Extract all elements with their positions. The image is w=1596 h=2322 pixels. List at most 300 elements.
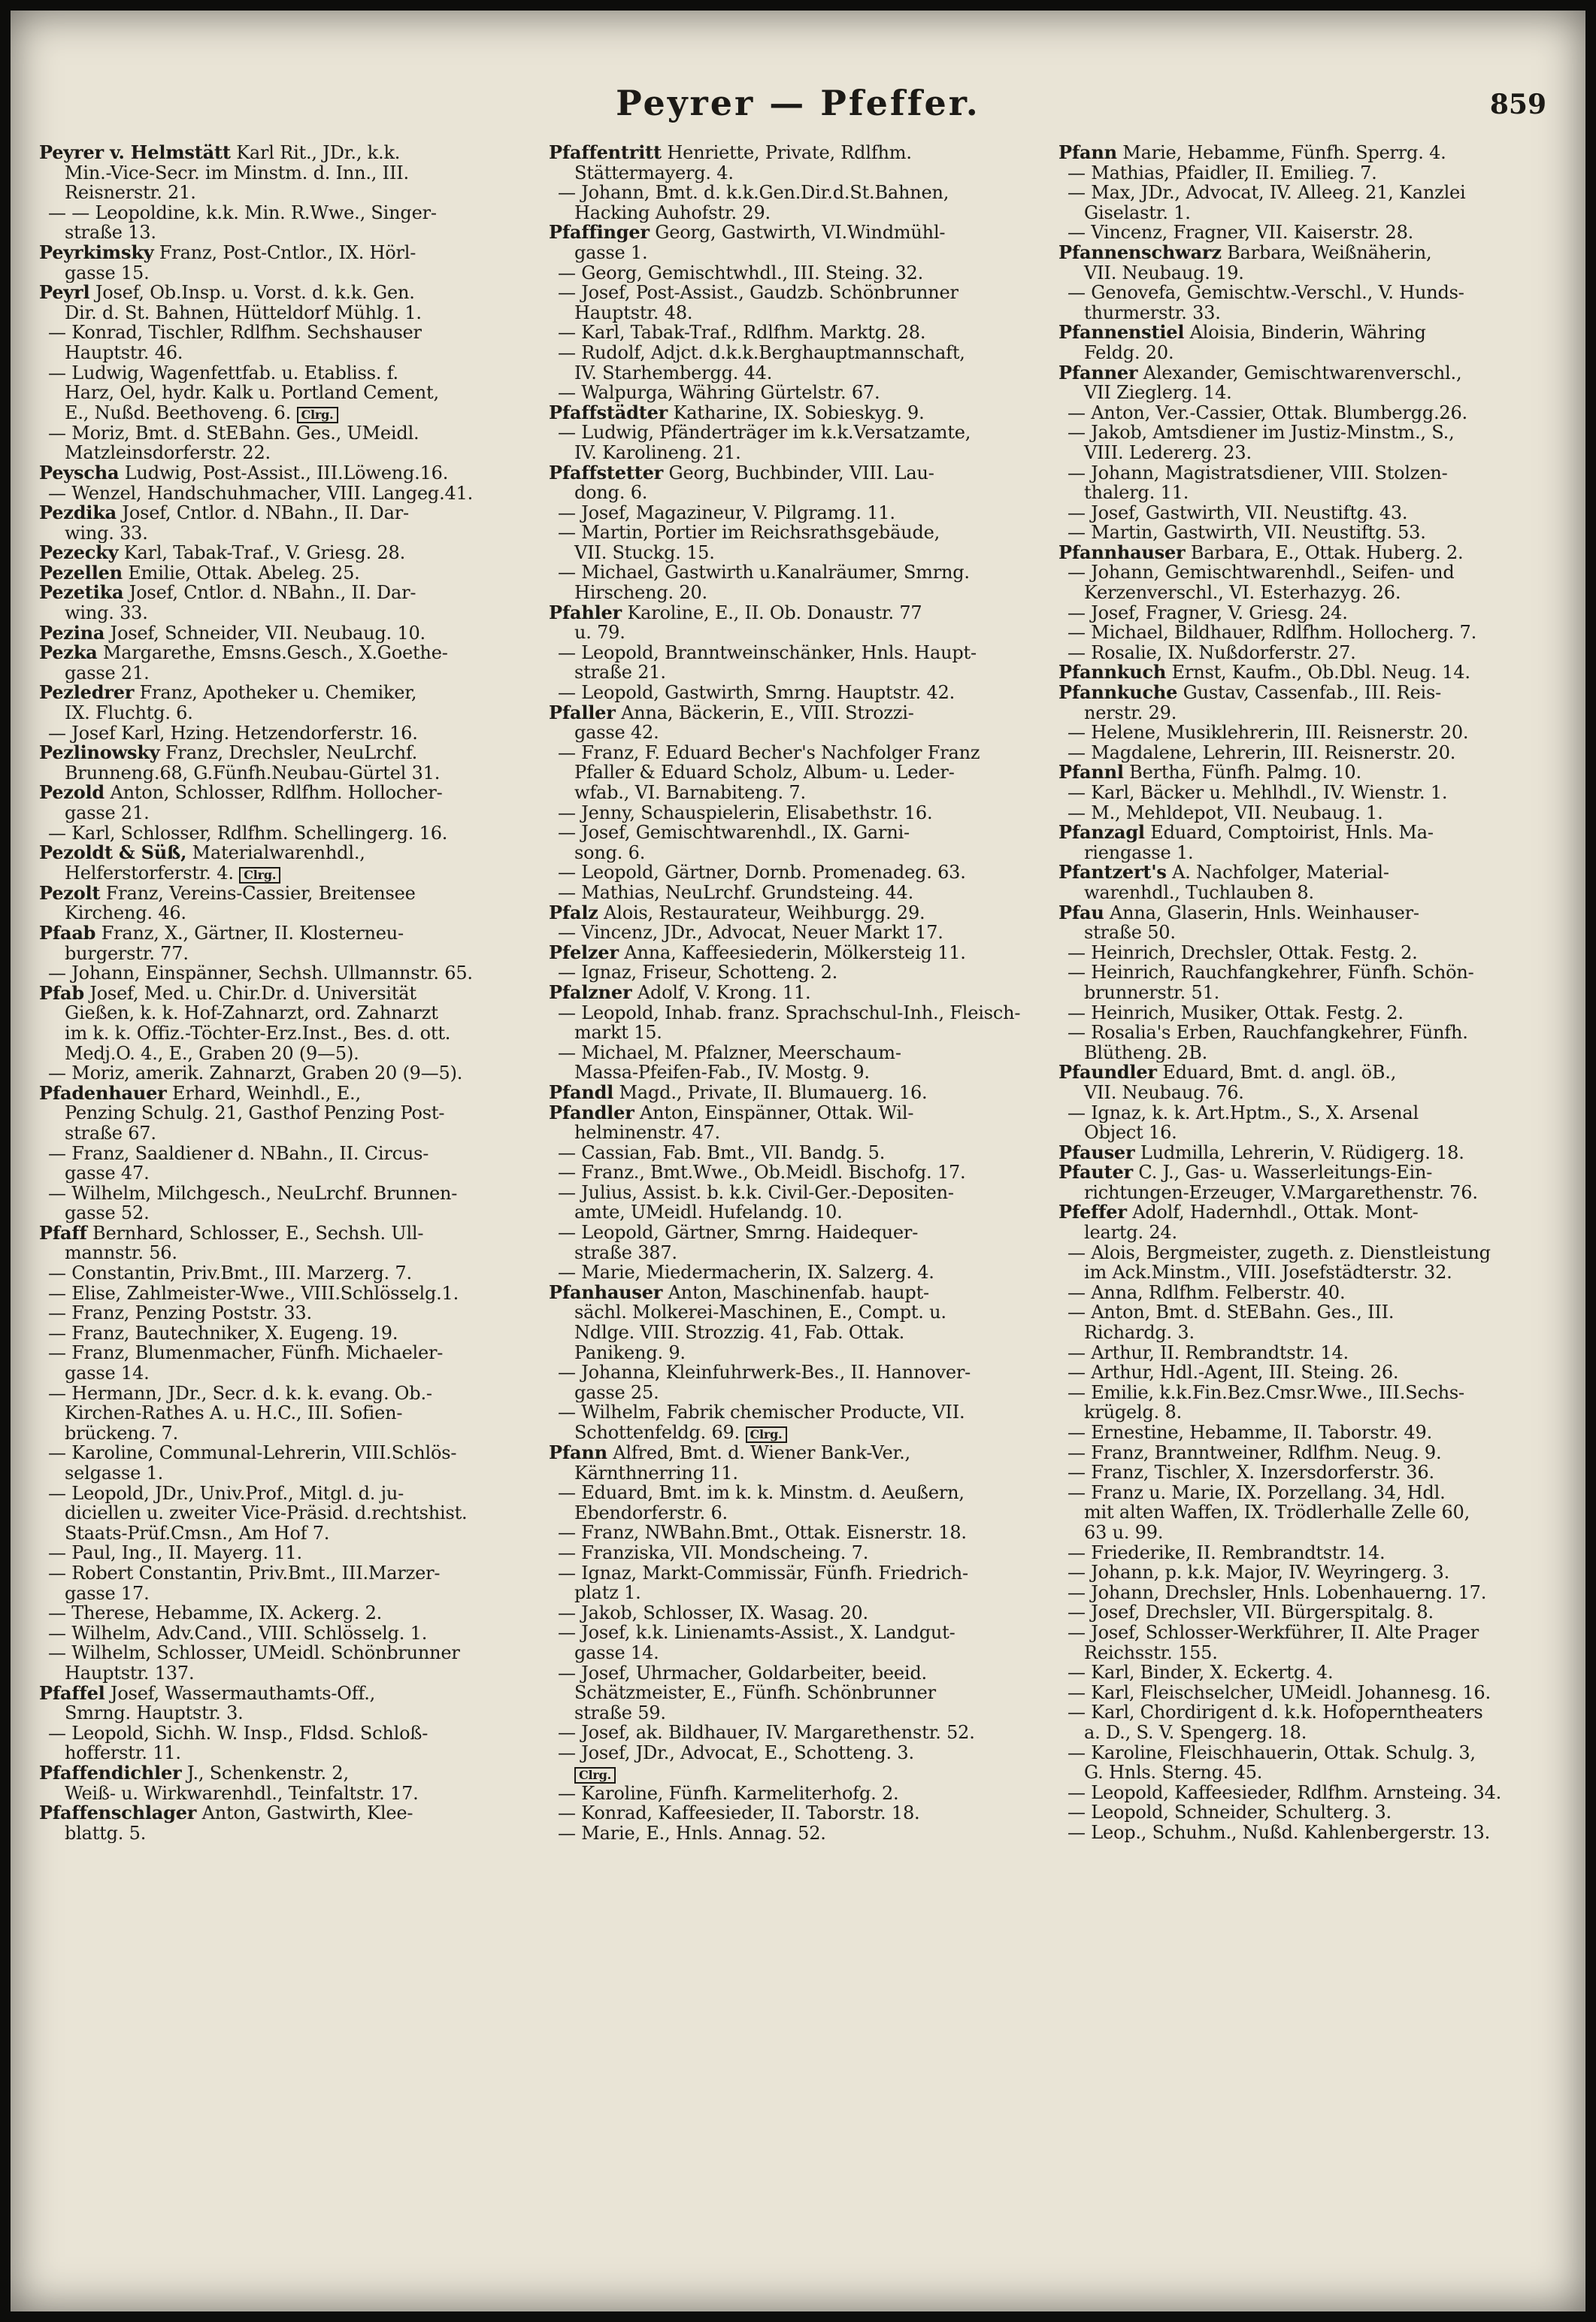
surname: Pfaff — [39, 1223, 87, 1244]
entry-line — [1058, 943, 1561, 963]
entry-line — [549, 1023, 1051, 1043]
surname: Pfaffendichler — [39, 1763, 182, 1784]
entry-text: — Wilhelm, Milchgesch., NeuLrchf. Brunnen- — [48, 1183, 458, 1204]
entry-line — [549, 1143, 1051, 1163]
entry-line — [39, 523, 541, 544]
entry-line — [549, 1043, 1051, 1063]
entry-line — [549, 1823, 1051, 1844]
entry-line — [39, 703, 541, 723]
entry-headword-line — [39, 143, 541, 163]
entry-line — [39, 1284, 541, 1304]
entry-text: — Vincenz, Fragner, VII. Kaiserstr. 28. — [1068, 223, 1414, 243]
entry-headword-line — [549, 463, 1051, 483]
surname: Pfeffer — [1058, 1202, 1127, 1223]
surname: Pfaffinger — [549, 223, 650, 243]
entry-text: Penzing Schulg. 21, Gasthof Penzing Post- — [65, 1103, 445, 1123]
entry-text — [549, 983, 810, 1003]
entry-text: — Wenzel, Handschuhmacher, VIII. Langeg.41. — [48, 483, 474, 504]
entry-text: richtungen-Erzeuger, V.Margarethenstr. 76. — [1084, 1182, 1478, 1203]
surname: Pezetika — [39, 583, 124, 604]
entry-headword-line — [39, 283, 541, 303]
entry-text: a. D., S. V. Spengerg. 18. — [1084, 1722, 1307, 1743]
entry-text — [39, 563, 360, 584]
entry-line — [39, 303, 541, 323]
entry-rest: Ludmilla, Lehrerin, V. Rüdigerg. 18. — [1134, 1142, 1464, 1163]
column-middle — [549, 143, 1051, 2293]
surname: Pfann — [1058, 143, 1117, 163]
entry-line — [1058, 1623, 1561, 1643]
entry-text: Kirchen-Rathes A. u. H.C., III. Sofien- — [65, 1403, 403, 1423]
entry-text — [39, 1763, 349, 1784]
entry-line — [39, 1484, 541, 1504]
entry-line — [1058, 1283, 1561, 1303]
entry-line — [1058, 583, 1561, 603]
entry-line — [1058, 403, 1561, 423]
entry-text: Kärnthnerring 11. — [574, 1463, 738, 1484]
entry-headword-line — [549, 403, 1051, 423]
entry-text: — Franz, Penzing Poststr. 33. — [48, 1303, 312, 1323]
entry-line — [549, 1683, 1051, 1703]
entry-line — [39, 1123, 541, 1144]
entry-line — [39, 1823, 541, 1844]
entry-line — [39, 423, 541, 444]
entry-text: — Martin, Portier im Reichsrathsgebäude, — [558, 523, 940, 543]
entry-text: — Vincenz, JDr., Advocat, Neuer Markt 17. — [558, 923, 943, 943]
entry-text: gasse 42. — [574, 723, 659, 743]
entry-text: — Franziska, VII. Mondscheing. 7. — [558, 1542, 869, 1563]
entry-rest: Eduard, Comptoirist, Hnls. Ma- — [1144, 823, 1434, 843]
surname: Pfaffstädter — [549, 402, 668, 423]
entry-text: — Michael, M. Pfalzner, Meerschaum- — [558, 1042, 901, 1063]
entry-text: — Ludwig, Wagenfettfab. u. Etabliss. f. — [48, 362, 398, 383]
entry-text — [1058, 323, 1426, 343]
entry-text — [1058, 1163, 1432, 1183]
entry-line — [39, 203, 541, 223]
surname: Pfalz — [549, 902, 598, 923]
entry-text: song. 6. — [574, 842, 646, 863]
entry-text: — Mathias, NeuLrchf. Grundsteing. 44. — [558, 882, 914, 903]
entry-line — [39, 223, 541, 243]
entry-text: — Ludwig, Pfänderträger im k.k.Versatzamte, — [558, 423, 971, 443]
entry-text: — Johann, Drechsler, Hnls. Lobenhauerng. 17. — [1068, 1582, 1487, 1603]
entry-rest: Georg, Buchbinder, VIII. Lau- — [663, 462, 934, 483]
entry-line — [549, 1343, 1051, 1363]
entry-line — [549, 1323, 1051, 1343]
entry-line — [1058, 1323, 1561, 1343]
entry-line — [39, 1303, 541, 1323]
entry-line — [549, 562, 1051, 583]
entry-text — [549, 603, 922, 623]
entry-text: — Leopold, Gärtner, Smrng. Haidequer- — [558, 1223, 919, 1243]
entry-line — [549, 303, 1051, 323]
entry-line — [549, 1483, 1051, 1503]
entry-text: straße 59. — [574, 1702, 666, 1723]
entry-line — [39, 1463, 541, 1484]
entry-line — [549, 1383, 1051, 1403]
entry-line — [549, 723, 1051, 743]
entry-headword-line — [39, 623, 541, 644]
entry-line — [549, 1402, 1051, 1423]
entry-line — [39, 183, 541, 203]
entry-text: — Leopold, Schneider, Schulterg. 3. — [1068, 1802, 1392, 1823]
entry-rest: Alois, Restaurateur, Weihburgg. 29. — [598, 902, 925, 923]
surname: Pezdika — [39, 503, 117, 523]
entry-text: — Marie, Miedermacherin, IX. Salzerg. 4. — [558, 1263, 934, 1283]
entry-headword-line — [1058, 323, 1561, 343]
surname: Pfau — [1058, 902, 1104, 923]
entry-line — [549, 883, 1051, 903]
surname: Pfannenschwarz — [1058, 242, 1222, 263]
entry-line — [549, 1062, 1051, 1083]
entry-line — [1058, 423, 1561, 443]
entry-text: markt 15. — [574, 1023, 662, 1043]
surname: Pfaab — [39, 923, 96, 944]
surname: Pfaffentritt — [549, 143, 662, 163]
column-right — [1058, 143, 1561, 2293]
entry-line — [39, 1144, 541, 1164]
entry-text: Blütheng. 2B. — [1084, 1042, 1208, 1063]
entry-line — [1058, 303, 1561, 323]
entry-text: — Franz, NWBahn.Bmt., Ottak. Eisnerstr. 18. — [558, 1523, 967, 1543]
entry-text: — Johann, p. k.k. Major, IV. Weyringerg. 3. — [1068, 1563, 1450, 1583]
surname: Peyscha — [39, 462, 120, 483]
entry-line — [39, 1384, 541, 1404]
entry-text: warenhdl., Tuchlauben 8. — [1084, 882, 1314, 903]
entry-rest: Gustav, Cassenfab., III. Reis- — [1177, 683, 1442, 703]
entry-line — [39, 1163, 541, 1184]
entry-line — [549, 363, 1051, 383]
entry-line — [549, 1743, 1051, 1763]
entry-text: Dir. d. St. Bahnen, Hütteldorf Mühlg. 1. — [65, 302, 422, 323]
entry-headword-line — [1058, 683, 1561, 703]
entry-headword-line — [39, 843, 541, 863]
entry-line — [1058, 263, 1561, 283]
entry-text: — Josef, Uhrmacher, Goldarbeiter, beeid. — [558, 1663, 927, 1684]
entry-text: Stättermayerg. 4. — [574, 162, 734, 183]
entry-rest: Erhard, Weinhdl., E., — [166, 1083, 361, 1104]
entry-text: thalerg. 11. — [1084, 483, 1189, 503]
surname: Pfaundler — [1058, 1062, 1157, 1083]
entry-text: selgasse 1. — [65, 1463, 164, 1484]
entry-text: Ndlge. VIII. Strozzig. 41, Fab. Ottak. — [574, 1323, 905, 1343]
entry-text: Helferstorferstr. 4. — [65, 862, 234, 884]
surname: Pfanner — [1058, 362, 1138, 383]
surname: Pfannkuche — [1058, 683, 1178, 703]
entry-line — [549, 323, 1051, 343]
entry-line — [1058, 1302, 1561, 1323]
entry-text — [39, 463, 448, 483]
entry-headword-line — [39, 884, 541, 904]
surname: Pfannkuch — [1058, 662, 1167, 684]
entry-text: Hauptstr. 137. — [65, 1663, 195, 1684]
entry-line — [549, 1723, 1051, 1743]
entry-text: Schätzmeister, E., Fünfh. Schönbrunner — [574, 1683, 936, 1703]
surname: Peyrkimsky — [39, 242, 154, 263]
surname: Pfannl — [1058, 762, 1124, 783]
entry-headword-line — [39, 743, 541, 763]
entry-text: — Wilhelm, Adv.Cand., VIII. Schlösselg. 1. — [48, 1623, 428, 1644]
entry-text: E., Nußd. Beethoveng. 6. — [65, 402, 292, 423]
surname: Pfadenhauer — [39, 1083, 167, 1104]
entry-line — [1058, 183, 1561, 203]
entry-line — [1058, 1583, 1561, 1603]
entry-text: 63 u. 99. — [1084, 1522, 1164, 1543]
entry-text: VII. Neubaug. 76. — [1084, 1082, 1244, 1103]
entry-text: Weiß- u. Wirkwarenhdl., Teinfaltstr. 17. — [65, 1783, 419, 1804]
entry-rest: Emilie, Ottak. Abeleg. 25. — [122, 562, 360, 584]
entry-text: — Ignaz, Friseur, Schotteng. 2. — [558, 962, 838, 983]
entry-line — [39, 1184, 541, 1204]
surname: Pezold — [39, 783, 105, 803]
entry-line — [549, 163, 1051, 183]
entry-text: — Heinrich, Musiker, Ottak. Festg. 2. — [1068, 1002, 1404, 1023]
entry-text — [549, 1083, 927, 1103]
entry-text: — Wilhelm, Fabrik chemischer Producte, VII. — [558, 1402, 965, 1423]
entry-line — [1058, 783, 1561, 803]
entry-text: — Rosalia's Erben, Rauchfangkehrer, Fünfh. — [1068, 1023, 1468, 1043]
entry-line — [39, 603, 541, 623]
entry-line — [39, 1443, 541, 1463]
entry-line — [549, 1263, 1051, 1283]
surname: Pfandler — [549, 1102, 634, 1123]
entry-line — [1058, 1023, 1561, 1043]
entry-line — [549, 1223, 1051, 1243]
entry-line — [1058, 503, 1561, 523]
entry-text: — Heinrich, Drechsler, Ottak. Festg. 2. — [1068, 942, 1418, 963]
entry-line — [549, 203, 1051, 223]
entry-rest: Katharine, IX. Sobieskyg. 9. — [668, 402, 925, 423]
entry-text: — Franz u. Marie, IX. Porzellang. 34, Hdl. — [1068, 1482, 1446, 1503]
entry-rest: Franz, Drechsler, NeuLrchf. — [159, 743, 418, 763]
entry-line — [1058, 163, 1561, 183]
entry-text: — Wilhelm, Schlosser, UMeidl. Schönbrunner — [48, 1643, 460, 1663]
entry-text: — Johann, Bmt. d. k.k.Gen.Dir.d.St.Bahnen, — [558, 183, 949, 203]
entry-line — [39, 1203, 541, 1223]
surname: Pfauter — [1058, 1163, 1133, 1183]
entry-text — [39, 583, 416, 603]
entry-text: gasse 21. — [65, 662, 150, 684]
entry-text — [39, 643, 448, 663]
surname: Pfauser — [1058, 1142, 1135, 1163]
entry-line — [1058, 1083, 1561, 1103]
entry-line — [39, 323, 541, 343]
entry-line — [549, 1123, 1051, 1143]
entry-text — [549, 463, 934, 483]
entry-line — [39, 1723, 541, 1744]
entry-line — [549, 862, 1051, 883]
entry-rest: Adolf, V. Krong. 11. — [631, 982, 811, 1003]
entry-text — [549, 903, 925, 923]
entry-text — [39, 243, 416, 263]
entry-text: Hauptstr. 48. — [574, 302, 693, 323]
entry-text — [549, 1283, 929, 1303]
entry-text: — Heinrich, Rauchfangkehrer, Fünfh. Schön- — [1068, 962, 1474, 983]
entry-text: — Paul, Ing., II. Mayerg. 11. — [48, 1543, 302, 1563]
entry-line — [1058, 1563, 1561, 1583]
entry-text: — Leopold, Branntweinschänker, Hnls. Haupt- — [558, 642, 977, 663]
entry-text: — Arthur, Hdl.-Agent, III. Steing. 26. — [1068, 1363, 1399, 1383]
entry-line — [1058, 923, 1561, 943]
entry-rest: Josef, Wassermauthamts-Off., — [104, 1683, 376, 1704]
entry-text: — Josef, Gastwirth, VII. Neustiftg. 43. — [1068, 502, 1408, 523]
entry-text: Hauptstr. 46. — [65, 342, 183, 363]
entry-text: — Franz, Tischler, X. Inzersdorferstr. 36. — [1068, 1463, 1434, 1483]
entry-rest: Margarethe, Emsns.Gesch., X.Goethe- — [97, 643, 448, 663]
entry-text — [1058, 1062, 1396, 1083]
entry-text: — Michael, Gastwirth u.Kanalräumer, Smrng. — [558, 562, 970, 584]
entry-rest: Anna, Glaserin, Hnls. Weinhauser- — [1104, 902, 1419, 923]
entry-line — [1058, 1683, 1561, 1703]
entry-text — [549, 403, 925, 423]
entry-line — [549, 1643, 1051, 1663]
entry-headword-line — [39, 923, 541, 944]
entry-line — [1058, 343, 1561, 363]
entry-text — [39, 884, 416, 904]
entry-text: — Leop., Schuhm., Nußd. Kahlenbergerstr. 13. — [1068, 1822, 1491, 1843]
entry-text: — Karoline, Fünfh. Karmeliterhofg. 2. — [558, 1783, 899, 1804]
entry-headword-line — [1058, 243, 1561, 263]
entry-line — [1058, 1383, 1561, 1403]
entry-text: — Josef, Schlosser-Werkführer, II. Alte Prager — [1068, 1622, 1479, 1643]
entry-line — [549, 1003, 1051, 1023]
entry-line — [1058, 463, 1561, 483]
entry-headword-line — [1058, 1143, 1561, 1163]
entry-text: — Max, JDr., Advocat, IV. Alleeg. 21, Kanzlei — [1068, 183, 1466, 203]
entry-text: Pfaller & Eduard Scholz, Album- u. Leder- — [574, 762, 955, 783]
entry-line — [549, 1503, 1051, 1523]
surname: Pezka — [39, 643, 98, 663]
entry-text: gasse 21. — [65, 803, 150, 823]
entry-text: Brunneng.68, G.Fünfh.Neubau-Gürtel 31. — [65, 762, 441, 784]
entry-line — [1058, 1243, 1561, 1263]
entry-text: — Anna, Rdlfhm. Felberstr. 40. — [1068, 1282, 1346, 1303]
column-left — [39, 143, 541, 2293]
entry-line — [39, 403, 541, 423]
entry-text — [549, 943, 966, 963]
entry-line — [39, 343, 541, 363]
entry-text: Reisnerstr. 21. — [65, 183, 196, 203]
entry-line — [39, 363, 541, 383]
surname: Pezledrer — [39, 683, 135, 704]
surname: Pfelzer — [549, 942, 619, 963]
surname: Pfannenstiel — [1058, 323, 1185, 343]
entry-line — [1058, 1043, 1561, 1063]
entry-line — [39, 863, 541, 884]
page-header — [11, 83, 1585, 128]
entry-text: — Josef, Drechsler, VII. Bürgerspitalg. 8. — [1068, 1602, 1434, 1623]
entry-text: gasse 17. — [65, 1583, 150, 1604]
entry-line — [549, 643, 1051, 663]
entry-text: — Karl, Schlosser, Rdlfhm. Schellingerg. 16. — [48, 823, 448, 844]
entry-line — [549, 1583, 1051, 1603]
entry-text: — Leopold, Kaffeesieder, Rdlfhm. Arnsteing. 34. — [1068, 1782, 1502, 1803]
entry-text: — Jakob, Schlosser, IX. Wasag. 20. — [558, 1602, 868, 1623]
entry-line — [39, 1003, 541, 1023]
entry-text: Harz, Oel, hydr. Kalk u. Portland Cement, — [65, 383, 439, 403]
entry-line — [549, 263, 1051, 283]
entry-line — [1058, 1823, 1561, 1843]
entry-text: Schottenfeldg. 69. — [574, 1423, 740, 1443]
surname: Pfantzert's — [1058, 862, 1167, 883]
entry-rest: Josef, Cntlor. d. NBahn., II. Dar- — [116, 503, 409, 523]
entry-text: gasse 47. — [65, 1163, 150, 1184]
entry-text: — Josef, JDr., Advocat, E., Schotteng. 3. — [558, 1742, 914, 1763]
entry-line — [1058, 1423, 1561, 1443]
entry-line — [549, 443, 1051, 463]
entry-text — [39, 783, 443, 803]
entry-text: — Anton, Bmt. d. StEBahn. Ges., III. — [1068, 1302, 1395, 1323]
surname: Pfanhauser — [549, 1282, 663, 1303]
entry-text: — Franz, F. Eduard Becher's Nachfolger Franz — [558, 742, 980, 763]
entry-rest: Josef, Schneider, VII. Neubaug. 10. — [104, 623, 425, 644]
entry-line — [39, 1784, 541, 1804]
entry-line — [1058, 383, 1561, 403]
entry-line — [549, 1803, 1051, 1823]
surname: Pfab — [39, 983, 84, 1004]
entry-line — [39, 1523, 541, 1544]
entry-text — [39, 923, 404, 944]
entry-headword-line — [39, 1803, 541, 1823]
entry-text: Hacking Auhofstr. 29. — [574, 202, 771, 223]
entry-text: straße 67. — [65, 1123, 156, 1144]
entry-text: — Jenny, Schauspielerin, Elisabethstr. 16. — [558, 802, 933, 823]
entry-line — [1058, 1363, 1561, 1383]
entry-text: VII. Neubaug. 19. — [1084, 262, 1244, 283]
entry-line — [1058, 743, 1561, 763]
entry-rest: Anton, Einspänner, Ottak. Wil- — [634, 1102, 914, 1123]
entry-text — [1058, 903, 1419, 923]
entry-line — [1058, 1223, 1561, 1243]
entry-text: gasse 1. — [574, 242, 648, 263]
entry-line — [549, 1202, 1051, 1223]
entry-line — [549, 843, 1051, 863]
entry-line — [549, 383, 1051, 403]
entry-line — [549, 1763, 1051, 1784]
entry-headword-line — [1058, 823, 1561, 843]
entry-line — [549, 1663, 1051, 1684]
entry-text: VII. Stuckg. 15. — [574, 542, 715, 563]
entry-text — [39, 1223, 423, 1244]
entry-text: brückeng. 7. — [65, 1423, 179, 1444]
entry-line — [549, 1543, 1051, 1563]
entry-text — [1058, 683, 1441, 703]
entry-text: straße 50. — [1084, 923, 1176, 943]
entry-line — [39, 443, 541, 463]
clrg-stamp: Clrg. — [297, 407, 338, 423]
entry-text: Min.-Vice-Secr. im Minstm. d. Inn., III. — [65, 162, 409, 183]
entry-text: wfab., VI. Barnabiteng. 7. — [574, 783, 806, 803]
entry-text: — Mathias, Pfaidler, II. Emilieg. 7. — [1068, 162, 1377, 183]
entry-line — [549, 423, 1051, 443]
entry-text: — Emilie, k.k.Fin.Bez.Cmsr.Wwe., III.Sechs- — [1068, 1382, 1464, 1403]
entry-rest: Franz, Post-Cntlor., IX. Hörl- — [153, 242, 416, 263]
entry-line — [39, 1503, 541, 1523]
entry-line — [39, 763, 541, 784]
entry-text — [39, 1684, 375, 1704]
entry-rest: Karoline, E., II. Ob. Donaustr. 77 — [622, 602, 922, 623]
surname: Pfaffenschlager — [39, 1803, 197, 1823]
entry-line — [549, 1623, 1051, 1643]
entry-line — [39, 823, 541, 844]
entry-text: Richardg. 3. — [1084, 1323, 1195, 1343]
entry-rest: Anton, Schlosser, Rdlfhm. Hollocher- — [104, 783, 443, 803]
entry-headword-line — [549, 703, 1051, 723]
entry-text: — Martin, Gastwirth, VII. Neustiftg. 53. — [1068, 523, 1426, 543]
entry-text: Smrng. Hauptstr. 3. — [65, 1703, 244, 1723]
clrg-stamp: Clrg. — [574, 1767, 616, 1784]
entry-rest: Franz, X., Gärtner, II. Klosterneu- — [95, 923, 404, 944]
entry-line — [39, 383, 541, 403]
